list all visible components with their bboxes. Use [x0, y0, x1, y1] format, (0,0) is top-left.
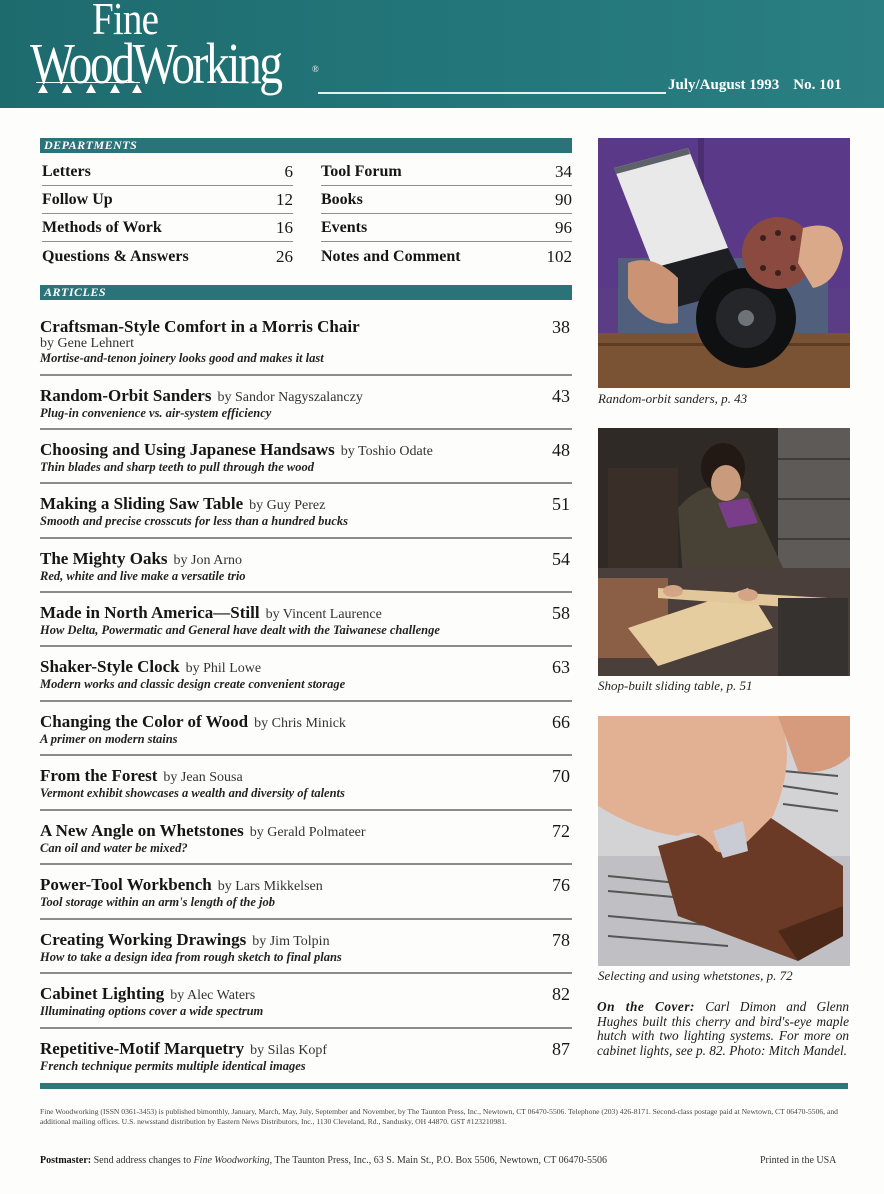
article-title: Random-Orbit Sanders — [40, 386, 212, 405]
printed-in-usa: Printed in the USA — [760, 1155, 837, 1166]
divider — [40, 591, 572, 593]
article-page: 51 — [552, 494, 570, 514]
article-page: 76 — [552, 875, 570, 895]
article-author: by Gerald Polmateer — [249, 825, 366, 840]
article-author: by Chris Minick — [254, 716, 346, 731]
on-the-cover-note — [597, 1000, 849, 1058]
article-entry[interactable] — [40, 494, 572, 529]
article-description: Tool storage within an arm's length of the job — [40, 895, 276, 909]
article-page: 38 — [552, 317, 570, 337]
article-author: by Gene Lehnert — [40, 336, 135, 351]
issue-number: No. 101 — [793, 77, 842, 93]
dept-item[interactable]: Events 96 — [321, 214, 572, 242]
issue-date: July/August 1993 — [668, 77, 780, 93]
divider — [40, 972, 572, 974]
article-title: Creating Working Drawings — [40, 930, 247, 949]
divider — [40, 809, 572, 811]
article-entry[interactable] — [40, 386, 572, 421]
publication-notice: Fine Woodworking (ISSN 0361-3453) is published bimonthly, January, March, May, July, September and November, by The Taunton Press, Inc., Newtown, CT 06470-5506. Telephone (203) 426-8171. Second-class postage paid at Newtown, CT 06470-5506, and additional mailing offices. U.S. newsstand distribution by Eastern News Distributors, Inc., 1130 Cleveland, Rd., Sandusky, OH 44870. GST #123210981. — [40, 1107, 838, 1126]
article-title: Power-Tool Workbench — [40, 875, 212, 894]
article-author: by Guy Perez — [249, 498, 326, 513]
article-author: by Jon Arno — [173, 553, 242, 568]
dept-item[interactable]: Letters 6 — [42, 158, 293, 186]
photo-caption: Selecting and using whetstones, p. 72 — [598, 968, 793, 983]
sander-image-icon — [598, 138, 850, 388]
article-description: How to take a design idea from rough sketch to final plans — [40, 950, 342, 964]
article-title: Craftsman-Style Comfort in a Morris Chair — [40, 317, 360, 336]
article-description: A primer on modern stains — [40, 732, 178, 746]
divider — [40, 482, 572, 484]
postmaster-label: Postmaster: — [40, 1155, 92, 1166]
article-description: Thin blades and sharp teeth to pull through the wood — [40, 460, 315, 474]
article-entry[interactable] — [40, 317, 572, 366]
article-author: by Silas Kopf — [250, 1043, 328, 1058]
article-description: French technique permits multiple identical images — [40, 1059, 306, 1073]
masthead — [0, 0, 884, 108]
article-author: by Lars Mikkelsen — [217, 879, 323, 894]
article-author: by Alec Waters — [170, 988, 256, 1003]
article-page: 82 — [552, 984, 570, 1004]
footer-bar — [40, 1083, 848, 1089]
article-page: 58 — [552, 603, 570, 623]
dept-item[interactable]: Follow Up 12 — [42, 186, 293, 214]
article-title: Repetitive-Motif Marquetry — [40, 1039, 245, 1058]
article-page: 87 — [552, 1039, 570, 1059]
issue-info — [668, 77, 842, 94]
divider — [40, 700, 572, 702]
photo-caption: Shop-built sliding table, p. 51 — [598, 678, 753, 693]
article-description: Modern works and classic design create convenient storage — [40, 677, 346, 691]
article-title: Shaker-Style Clock — [40, 657, 180, 676]
divider — [40, 428, 572, 430]
article-description: Smooth and precise crosscuts for less than a hundred bucks — [40, 514, 349, 528]
article-author: by Phil Lowe — [185, 661, 262, 676]
article-entry[interactable] — [40, 766, 572, 801]
article-description: Plug-in convenience vs. air-system efficiency — [40, 406, 272, 420]
article-title: Making a Sliding Saw Table — [40, 494, 244, 513]
divider — [40, 374, 572, 376]
article-author: by Toshio Odate — [340, 444, 433, 459]
dept-item[interactable]: Questions & Answers 26 — [42, 247, 293, 266]
divider — [40, 754, 572, 756]
article-title: The Mighty Oaks — [40, 549, 168, 568]
dept-item[interactable]: Tool Forum 34 — [321, 158, 572, 186]
article-title: Made in North America—Still — [40, 603, 260, 622]
sliding-table-image-icon — [598, 428, 850, 676]
article-page: 70 — [552, 766, 570, 786]
article-entry[interactable] — [40, 984, 572, 1019]
article-title: Changing the Color of Wood — [40, 712, 249, 731]
article-entry[interactable] — [40, 875, 572, 910]
article-author: by Vincent Laurence — [265, 607, 382, 622]
article-entry[interactable] — [40, 712, 572, 747]
article-description: How Delta, Powermatic and General have dealt with the Taiwanese challenge — [40, 623, 440, 637]
divider — [40, 645, 572, 647]
article-page: 54 — [552, 549, 570, 569]
divider — [40, 537, 572, 539]
photo-random-orbit-sander — [598, 138, 850, 388]
registered-mark: ® — [312, 64, 319, 74]
article-entry[interactable] — [40, 657, 572, 692]
article-description: Red, white and live make a versatile trio — [40, 569, 246, 583]
photo-sliding-table — [598, 428, 850, 676]
article-description: Mortise-and-tenon joinery looks good and makes it last — [40, 351, 324, 365]
logo-fine: Fine — [92, 0, 159, 44]
article-title: Choosing and Using Japanese Handsaws — [40, 440, 335, 459]
article-entry[interactable] — [40, 821, 572, 856]
article-page: 63 — [552, 657, 570, 677]
photo-whetstone — [598, 716, 850, 966]
article-page: 72 — [552, 821, 570, 841]
divider — [40, 1027, 572, 1029]
article-title: From the Forest — [40, 766, 158, 785]
article-page: 78 — [552, 930, 570, 950]
logo-tick-marks-icon — [36, 82, 140, 95]
divider — [40, 863, 572, 865]
logo-woodworking: WoodWorking — [30, 31, 281, 96]
photo-caption: Random-orbit sanders, p. 43 — [598, 391, 748, 406]
cover-text: Carl Dimon and Glenn Hughes built this cherry and bird's-eye maple hutch with two lighting systems. For more on cabinet lights, see p. 82. Photo: Mitch Mandel. — [597, 999, 850, 1058]
article-description: Vermont exhibit showcases a wealth and diversity of talents — [40, 786, 345, 800]
article-page: 48 — [552, 440, 570, 460]
article-entry[interactable] — [40, 930, 572, 965]
header-rule — [318, 92, 666, 94]
article-entry[interactable] — [40, 603, 572, 638]
divider — [40, 918, 572, 920]
article-author: by Sandor Nagyszalanczy — [217, 390, 363, 405]
article-page: 43 — [552, 386, 570, 406]
dept-item[interactable]: Methods of Work 16 — [42, 214, 293, 242]
article-entry[interactable] — [40, 1039, 572, 1074]
article-entry[interactable] — [40, 549, 572, 584]
cover-label: On the Cover: — [597, 999, 695, 1014]
dept-item[interactable]: Notes and Comment 102 — [321, 247, 572, 266]
dept-item[interactable]: Books 90 — [321, 186, 572, 214]
article-author: by Jim Tolpin — [252, 934, 330, 949]
article-title: Cabinet Lighting — [40, 984, 165, 1003]
whetstone-image-icon — [598, 716, 850, 966]
postmaster-notice: Postmaster: Send address changes to Fine Woodworking, The Taunton Press, Inc., 63 S. Main St., P.O. Box 5506, Newtown, CT 06470-5506 — [40, 1155, 607, 1166]
article-author: by Jean Sousa — [163, 770, 243, 785]
article-title: A New Angle on Whetstones — [40, 821, 244, 840]
article-description: Can oil and water be mixed? — [40, 841, 188, 855]
article-description: Illuminating options cover a wide spectrum — [40, 1004, 264, 1018]
articles-heading: ARTICLES — [40, 285, 572, 300]
departments-heading: DEPARTMENTS — [40, 138, 572, 153]
article-entry[interactable] — [40, 440, 572, 475]
article-page: 66 — [552, 712, 570, 732]
